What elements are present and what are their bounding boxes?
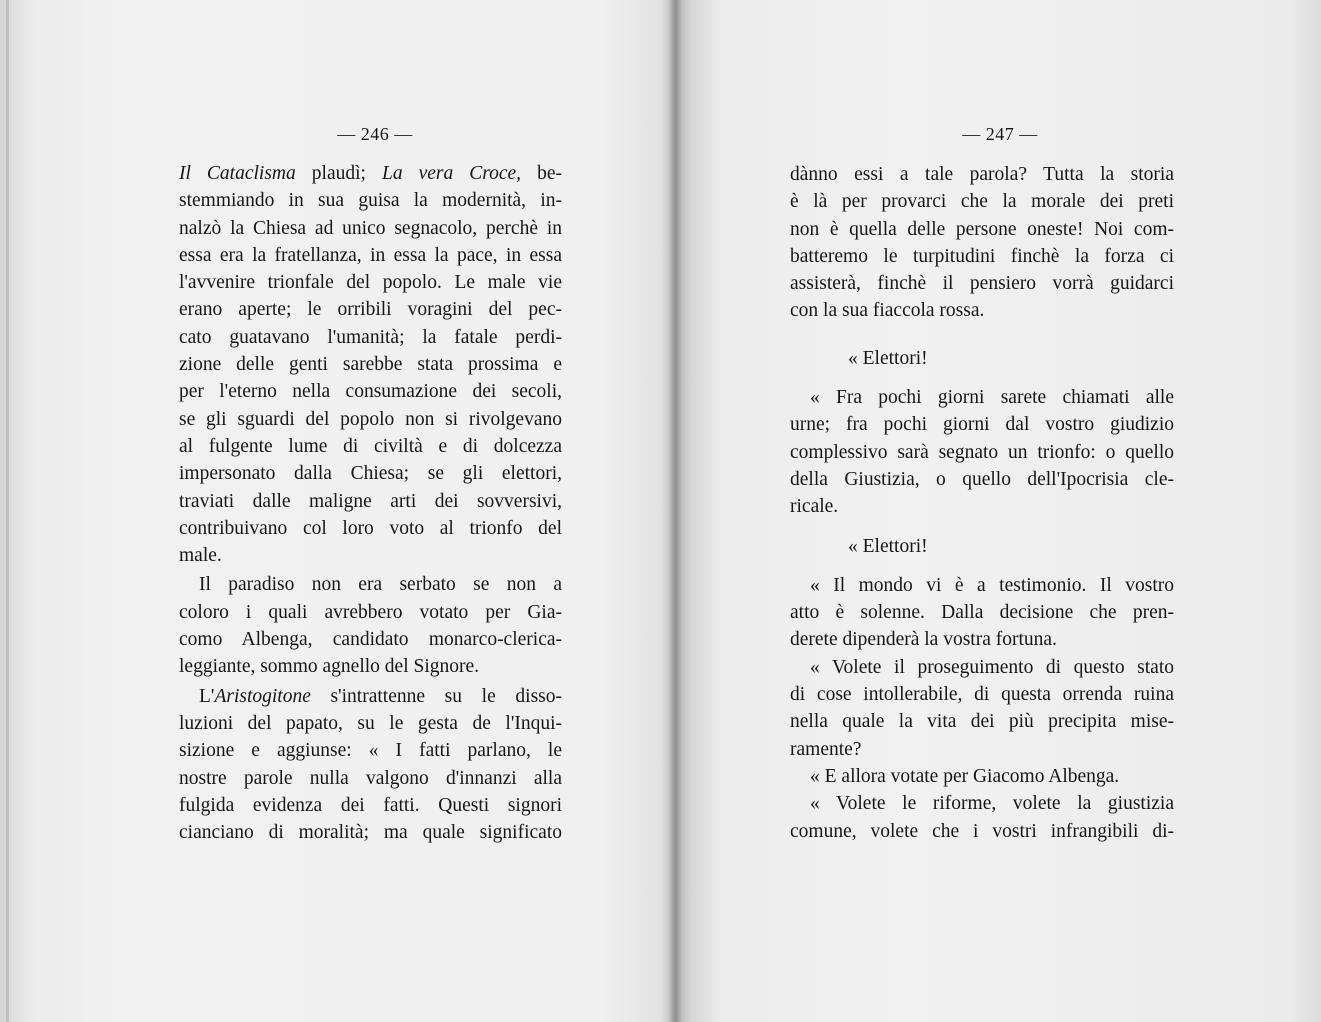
text-line: urne; fra pochi giorni dal vostro giudizio — [790, 414, 1174, 436]
text-line: « E allora votate per Giacomo Albenga. — [810, 765, 1120, 787]
text-line: nostre parole nulla valgono d'innanzi alla — [179, 767, 562, 789]
right-page-text — [790, 161, 1174, 845]
text-line: atto è solenne. Dalla decisione che pren- — [790, 602, 1174, 624]
text-line: coloro i quali avrebbero votato per Gia- — [179, 601, 562, 623]
text-line: comune, volete che i vostri infrangibili di- — [790, 820, 1174, 842]
text-line: derete dipenderà la vostra fortuna. — [790, 629, 1057, 651]
text-line: essa era la fratellanza, in essa la pace, in essa — [179, 244, 562, 266]
text-line: Il paradiso non era serbato se non a — [199, 574, 562, 596]
text-line-heading: « Elettori! — [848, 347, 928, 369]
text-fragment: be- — [521, 163, 562, 184]
text-line: cianciano di moralità; ma quale significato — [179, 822, 562, 844]
text-line: zione delle genti sarebbe stata prossima e — [179, 354, 562, 376]
text-line: ricale. — [790, 496, 839, 518]
text-line: nalzò la Chiesa ad unico segnacolo, perchè in — [179, 217, 562, 239]
text-line: « Volete le riforme, volete la giustizia — [810, 793, 1174, 815]
text-line: male. — [179, 545, 222, 567]
text-line: nella quale la vita dei più precipita mise- — [790, 711, 1174, 733]
text-line: sizione e aggiunse: « I fatti parlano, le — [179, 740, 562, 762]
text-line — [179, 160, 562, 187]
text-line: assisterà, finchè il pensiero vorrà guidarci — [790, 273, 1174, 295]
text-line: traviati dalle maligne arti dei sovversivi, — [179, 490, 562, 512]
page-number-right: — 247 — — [962, 124, 1038, 144]
text-line: luzioni del papato, su le gesta de l'Inqui- — [179, 712, 562, 734]
text-line: con la sua fiaccola rossa. — [790, 300, 985, 322]
text-fragment: L' — [199, 685, 215, 707]
text-line: erano aperte; le orribili voragini del pec- — [179, 299, 562, 321]
left-page-text — [179, 160, 562, 846]
title-aristogitone: Aristogitone — [214, 685, 311, 707]
text-line: è là per provarci che la morale dei preti — [790, 191, 1174, 213]
text-line — [179, 683, 562, 710]
right-page — [690, 0, 1321, 1022]
text-fragment: plaudì; — [295, 163, 382, 184]
text-line-heading: « Elettori! — [848, 535, 928, 557]
text-line: leggiante, sommo agnello del Signore. — [179, 656, 480, 678]
text-line: impersonato dalla Chiesa; se gli elettori, — [179, 463, 562, 485]
text-line: como Albenga, candidato monarco-clerica- — [179, 629, 562, 651]
book-gutter — [668, 0, 690, 1022]
text-line: per l'eterno nella consumazione dei secoli, — [179, 381, 562, 403]
text-line: se gli sguardi del popolo non si rivolgevano — [179, 408, 562, 430]
text-line: « Volete il proseguimento di questo stato — [810, 656, 1174, 678]
title-vera-croce: La vera Croce, — [381, 163, 522, 184]
text-line: dànno essi a tale parola? Tutta la storia — [790, 164, 1174, 185]
text-line: complessivo sarà segnato un trionfo: o quello — [790, 441, 1174, 463]
text-line: fulgida evidenza dei fatti. Questi signori — [179, 794, 562, 816]
text-line: non è quella delle persone oneste! Noi com- — [790, 218, 1174, 240]
title-cataclisma: Il Cataclisma — [179, 163, 296, 184]
text-fragment: s'intrattenne su le disso- — [310, 685, 562, 707]
text-line: contribuivano col loro voto al trionfo del — [179, 517, 562, 539]
text-line: al fulgente lume di civiltà e di dolcezza — [179, 435, 562, 457]
text-line: « Il mondo vi è a testimonio. Il vostro — [810, 574, 1174, 596]
text-line: l'avvenire trionfale del popolo. Le male vie — [179, 272, 562, 294]
text-line: della Giustizia, o quello dell'Ipocrisia cle- — [790, 468, 1174, 490]
page-number-left: — 246 — — [337, 124, 413, 144]
text-line: stemmiando in sua guisa la modernità, in- — [179, 190, 562, 212]
text-line: cato guatavano l'umanità; la fatale perdi- — [179, 326, 562, 348]
text-line: ramente? — [790, 738, 862, 760]
text-line: batteremo le turpitudini finchè la forza ci — [790, 245, 1174, 267]
text-line: di cose intollerabile, di questa orrenda ruina — [790, 684, 1174, 706]
text-line: « Fra pochi giorni sarete chiamati alle — [810, 387, 1174, 409]
